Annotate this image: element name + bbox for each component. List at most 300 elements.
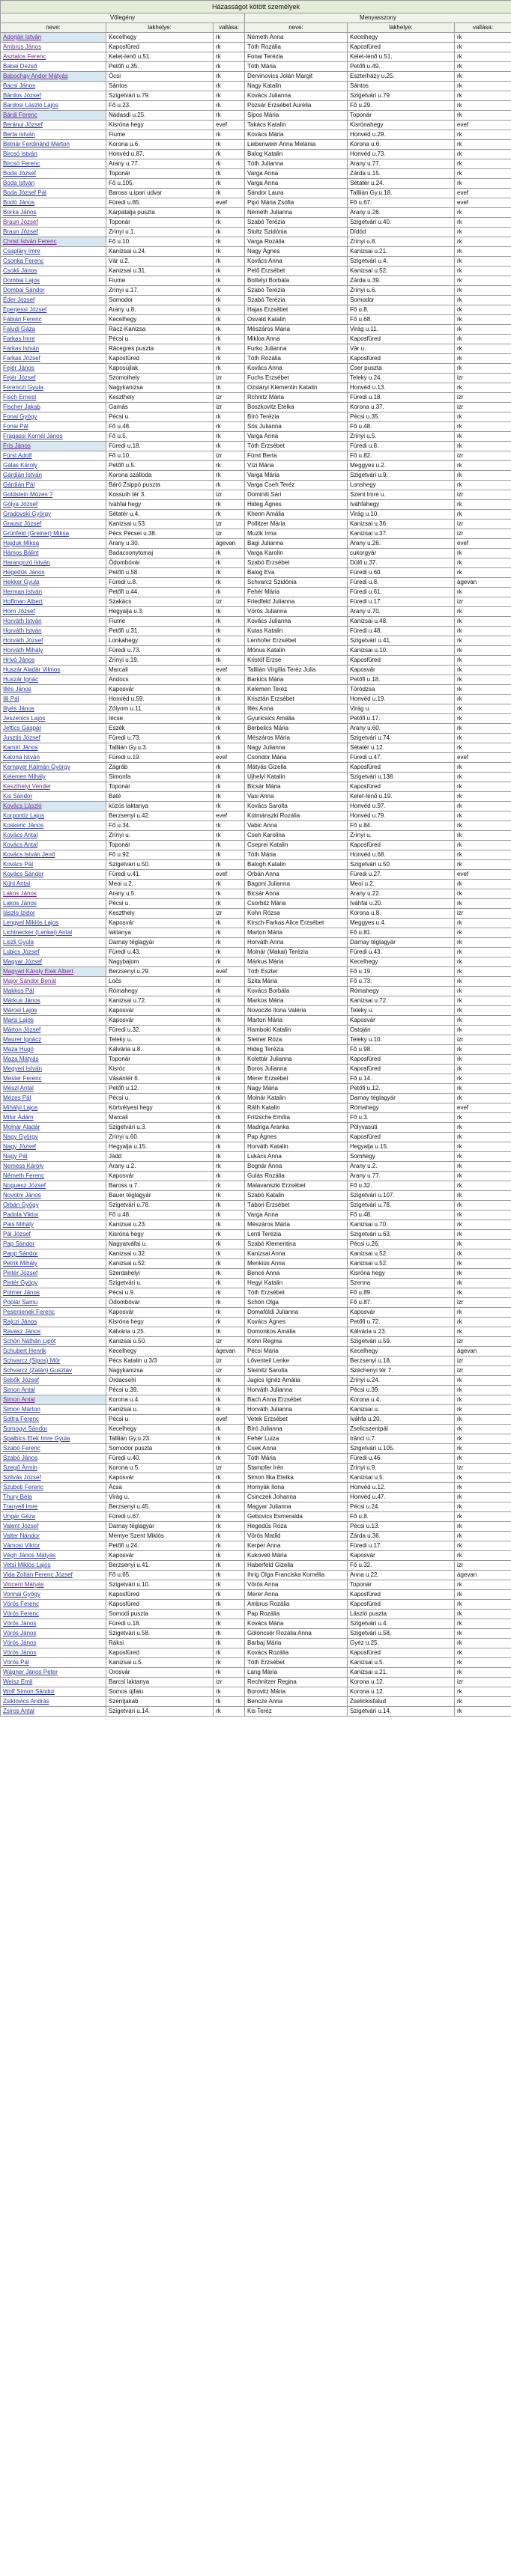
groom-name-cell[interactable]: Vörös Pál xyxy=(1,1658,106,1668)
bride-name-cell: Kovács Sarolta xyxy=(245,802,348,812)
groom-name-cell[interactable]: Nagy György xyxy=(1,1133,106,1142)
bride-name-cell: Varga Anna xyxy=(245,169,348,179)
groom-name-cell[interactable]: Gárdián Pál xyxy=(1,481,106,490)
bride-name-cell: Kovács Mária xyxy=(245,1619,348,1629)
bride-name-cell: Vetek Erzsébet xyxy=(245,1415,348,1425)
bride-name-cell: Malavanszki Erzsébet xyxy=(245,1181,348,1191)
groom-name-cell[interactable]: Fisch Ernest xyxy=(1,393,106,403)
table-row xyxy=(1,228,511,237)
bride-name-cell: Bencé Anna xyxy=(245,1269,348,1279)
groom-name-cell[interactable]: Fonai Pál xyxy=(1,422,106,432)
groom-name-cell[interactable]: Horváth István xyxy=(1,627,106,636)
groom-name-cell[interactable]: Boda József Pál xyxy=(1,189,106,198)
groom-name-cell[interactable]: Adorján István xyxy=(1,33,106,43)
bride-residence-cell: Rómahegy xyxy=(348,1103,455,1113)
groom-name-cell[interactable]: Kovács Sándor xyxy=(1,870,106,880)
groom-name-cell[interactable]: Fonai Gyögy xyxy=(1,412,106,422)
table-row xyxy=(1,1386,511,1395)
bride-religion-cell: rk xyxy=(455,1386,511,1395)
groom-name-cell[interactable]: Csapláry Imre xyxy=(1,247,106,257)
groom-name-cell[interactable]: Ambrus János xyxy=(1,43,106,52)
groom-name-cell[interactable]: Simon Márton xyxy=(1,1405,106,1415)
group-header-groom: Vőlegény xyxy=(1,13,245,23)
bride-residence-cell: Fő u.84. xyxy=(348,821,455,831)
groom-name-cell[interactable]: Bircsó István xyxy=(1,150,106,159)
bride-residence-cell: Kaposfüred xyxy=(348,1600,455,1610)
groom-name-cell[interactable]: Farkas József xyxy=(1,354,106,364)
groom-residence-cell: Szigetvári u.10. xyxy=(106,1580,214,1590)
groom-religion-cell: rk xyxy=(214,481,245,490)
groom-name-cell[interactable]: Éder József xyxy=(1,296,106,305)
groom-name-cell[interactable]: Boda József xyxy=(1,169,106,179)
bride-residence-cell: Iránci u.7. xyxy=(348,1434,455,1444)
groom-name-cell[interactable]: Vámosi Viktor xyxy=(1,1541,106,1551)
groom-name-cell[interactable]: Marsi Lajos xyxy=(1,1016,106,1026)
groom-religion-cell: rk xyxy=(214,782,245,792)
groom-name-cell[interactable]: Betnár Ferdinánd Márton xyxy=(1,140,106,150)
table-row xyxy=(1,1425,511,1434)
bride-religion-cell: rk xyxy=(455,140,511,150)
groom-name-cell[interactable]: Kis Sándor xyxy=(1,792,106,802)
groom-name-cell[interactable]: Hámos Bálint xyxy=(1,549,106,558)
groom-religion-cell: rk xyxy=(214,412,245,422)
groom-religion-cell: rk xyxy=(214,296,245,305)
groom-name-cell[interactable]: Keszthelyi Vendel xyxy=(1,782,106,792)
groom-name-cell[interactable]: Makkos Pál xyxy=(1,987,106,996)
groom-name-cell[interactable]: Kovács István Jenő xyxy=(1,850,106,860)
bride-residence-cell: Kaposfüred xyxy=(348,1055,455,1065)
groom-residence-cell: Rácegres puszta xyxy=(106,344,214,354)
groom-name-cell[interactable]: Pesenienek Ferenc xyxy=(1,1308,106,1318)
groom-religion-cell: rk xyxy=(214,1658,245,1668)
groom-name-cell[interactable]: Padola Viktor xyxy=(1,1211,106,1220)
groom-name-cell[interactable]: Maurer Ignácz xyxy=(1,1035,106,1045)
groom-name-cell[interactable]: Huszár Aladár Vilmos xyxy=(1,666,106,675)
bride-name-cell: Cseh Karolina xyxy=(245,831,348,841)
groom-name-cell[interactable]: Gárdián István xyxy=(1,471,106,481)
table-row xyxy=(1,354,511,364)
bride-residence-cell: Füredi u.8. xyxy=(348,442,455,451)
groom-residence-cell: Darnay téglagyár xyxy=(106,1522,214,1532)
bride-religion-cell: rk xyxy=(455,159,511,169)
bride-residence-cell: Korona u.12. xyxy=(348,1678,455,1687)
groom-name-cell[interactable]: Bárdos József xyxy=(1,91,106,101)
groom-name-cell[interactable]: Bircsó Ferenc xyxy=(1,159,106,169)
bride-religion-cell: rk xyxy=(455,1211,511,1220)
groom-name-cell[interactable]: Lengyel Miklós Lajos xyxy=(1,919,106,928)
groom-name-cell[interactable]: Poplár Samu xyxy=(1,1298,106,1308)
bride-religion-cell: rk xyxy=(455,257,511,267)
groom-name-cell[interactable]: Christ István Ferenc xyxy=(1,237,106,247)
groom-name-cell[interactable]: Rajczi János xyxy=(1,1318,106,1327)
groom-name-cell[interactable]: Katona István xyxy=(1,753,106,763)
groom-religion-cell: rk xyxy=(214,471,245,481)
table-row xyxy=(1,977,511,987)
groom-name-cell[interactable]: Jeszenics Lajos xyxy=(1,714,106,724)
groom-name-cell[interactable]: Pais Mihály xyxy=(1,1220,106,1230)
groom-name-cell[interactable]: Borka János xyxy=(1,208,106,218)
groom-name-cell[interactable]: Liszli Gyula xyxy=(1,938,106,948)
bride-religion-cell: rk xyxy=(455,344,511,354)
groom-religion-cell: rk xyxy=(214,218,245,228)
groom-name-cell[interactable]: Illyés János xyxy=(1,704,106,714)
groom-name-cell[interactable]: Maza Hugó xyxy=(1,1045,106,1055)
table-row xyxy=(1,1142,511,1152)
groom-name-cell[interactable]: Orbán Gyögy xyxy=(1,1201,106,1211)
groom-religion-cell: rk xyxy=(214,1269,245,1279)
groom-name-cell[interactable]: Thury Béla xyxy=(1,1493,106,1502)
groom-name-cell[interactable]: Horváth István xyxy=(1,617,106,627)
groom-name-cell[interactable]: Hekker Gyula xyxy=(1,578,106,588)
groom-name-cell[interactable]: Grünfeld (Greiner) Miksa xyxy=(1,529,106,539)
groom-name-cell[interactable]: Vörös János xyxy=(1,1619,106,1629)
groom-name-cell[interactable]: Hegedűs János xyxy=(1,568,106,578)
groom-name-cell[interactable]: Fragassi Kornél János xyxy=(1,432,106,442)
table-row xyxy=(1,1133,511,1142)
bride-religion-cell: rk xyxy=(455,773,511,782)
groom-name-cell[interactable]: Horváth József xyxy=(1,636,106,646)
bride-religion-cell: rk xyxy=(455,1405,511,1415)
groom-residence-cell: Kaposvár xyxy=(106,1473,214,1483)
groom-name-cell[interactable]: Grausz József xyxy=(1,520,106,529)
groom-name-cell[interactable]: Megyeri István xyxy=(1,1065,106,1074)
groom-name-cell[interactable]: Braun József xyxy=(1,218,106,228)
groom-name-cell[interactable]: Spalbics Elek Imre Gyula xyxy=(1,1434,106,1444)
groom-name-cell[interactable]: Fejér József xyxy=(1,374,106,383)
bride-name-cell: Ambrus Rozália xyxy=(245,1600,348,1610)
groom-name-cell[interactable]: Szabó Ferenc xyxy=(1,1444,106,1454)
groom-name-cell[interactable]: Schubert Henrik xyxy=(1,1347,106,1356)
groom-name-cell[interactable]: Mézes Pál xyxy=(1,1094,106,1103)
groom-name-cell[interactable]: Fábián Ferenc xyxy=(1,315,106,325)
groom-name-cell[interactable]: Pintér József xyxy=(1,1269,106,1279)
groom-name-cell[interactable]: Nagy József xyxy=(1,1142,106,1152)
bride-name-cell: Vörös Matild xyxy=(245,1532,348,1541)
groom-name-cell[interactable]: Vörös János xyxy=(1,1639,106,1648)
groom-name-cell[interactable]: Horváth Mihály xyxy=(1,646,106,656)
groom-name-cell[interactable]: Bodó János xyxy=(1,198,106,208)
bride-name-cell: Nagy Julianna xyxy=(245,743,348,753)
groom-name-cell[interactable]: Korpontiz Lajos xyxy=(1,812,106,821)
groom-name-cell[interactable]: Vörös János xyxy=(1,1629,106,1639)
groom-name-cell[interactable]: Koskeric János xyxy=(1,821,106,831)
table-row xyxy=(1,568,511,578)
bride-residence-cell: Sántos xyxy=(348,82,455,91)
groom-name-cell[interactable]: Weisz Emil xyxy=(1,1678,106,1687)
table-row xyxy=(1,1541,511,1551)
groom-residence-cell: Ráksi xyxy=(106,1639,214,1648)
groom-residence-cell: Kelet-Ienő u.51. xyxy=(106,52,214,62)
groom-name-cell[interactable]: Vetsi Miklós Lajos xyxy=(1,1561,106,1571)
bride-name-cell: Csondor Mária xyxy=(245,753,348,763)
groom-name-cell[interactable]: Gálas Károly xyxy=(1,461,106,471)
groom-name-cell[interactable]: Jettics Gáspár xyxy=(1,724,106,734)
groom-name-cell[interactable]: Hoffman Albert xyxy=(1,597,106,607)
groom-name-cell[interactable]: Polmer János xyxy=(1,1288,106,1298)
groom-residence-cell: Kaposvár xyxy=(106,1006,214,1016)
groom-name-cell[interactable]: Eperjessi József xyxy=(1,305,106,315)
table-row xyxy=(1,1123,511,1133)
groom-name-cell[interactable]: Bardosi László Lajos xyxy=(1,101,106,111)
groom-name-cell[interactable]: Vonnai Gyögy xyxy=(1,1590,106,1600)
groom-name-cell[interactable]: Ravasz János xyxy=(1,1327,106,1337)
bride-religion-cell: rk xyxy=(455,1473,511,1483)
groom-name-cell[interactable]: Schvarcz (Sipos) Mór xyxy=(1,1356,106,1366)
groom-name-cell[interactable]: Milur Ádám xyxy=(1,1113,106,1123)
groom-name-cell[interactable]: Csokli János xyxy=(1,267,106,276)
groom-name-cell[interactable]: Papp Sándor xyxy=(1,1249,106,1259)
groom-name-cell[interactable]: Horn József xyxy=(1,607,106,617)
groom-residence-cell: Szigetvári u.79. xyxy=(106,91,214,101)
groom-residence-cell: Fő u.34. xyxy=(106,821,214,831)
groom-name-cell[interactable]: Schön Náthán Lipót xyxy=(1,1337,106,1347)
bride-residence-cell: Füredi u.46. xyxy=(348,1454,455,1464)
groom-name-cell[interactable]: Molnár Aladár xyxy=(1,1123,106,1133)
groom-name-cell[interactable]: Zsiklovics András xyxy=(1,1697,106,1707)
groom-name-cell[interactable]: Vörös János xyxy=(1,1648,106,1658)
groom-name-cell[interactable]: Magyari Károly Elek Albert xyxy=(1,967,106,977)
groom-religion-cell: rk xyxy=(214,1648,245,1658)
bride-name-cell: Balogh Katalin xyxy=(245,860,348,870)
groom-name-cell[interactable]: Bárdi Ferenc xyxy=(1,111,106,121)
groom-name-cell[interactable]: Vörös Ferenc xyxy=(1,1600,106,1610)
groom-name-cell[interactable]: Mester Ferenc xyxy=(1,1074,106,1084)
groom-residence-cell: Hegyalja u.3. xyxy=(106,607,214,617)
groom-residence-cell: Kecelhegy xyxy=(106,1425,214,1434)
table-row xyxy=(1,724,511,734)
bride-residence-cell: Arany u.26. xyxy=(348,208,455,218)
bride-residence-cell: Pécsi u.24. xyxy=(348,1502,455,1512)
groom-name-cell[interactable]: Vörös Ferenc xyxy=(1,1610,106,1619)
bride-residence-cell: Pécsi u.26. xyxy=(348,1240,455,1249)
groom-name-cell[interactable]: Fischer Jakab xyxy=(1,403,106,412)
bride-religion-cell: rk xyxy=(455,1648,511,1658)
groom-name-cell[interactable]: Csonka Ferenc xyxy=(1,257,106,267)
groom-name-cell[interactable]: Braun József xyxy=(1,228,106,237)
table-row xyxy=(1,1629,511,1639)
groom-residence-cell: laktanya xyxy=(106,928,214,938)
table-row xyxy=(1,169,511,179)
groom-name-cell[interactable]: Fürst Adolf xyxy=(1,451,106,461)
bride-name-cell: Tóth Erzsébet xyxy=(245,442,348,451)
groom-name-cell[interactable]: Huszár Ignác xyxy=(1,675,106,685)
groom-name-cell[interactable]: Pintér Gyögy xyxy=(1,1279,106,1288)
groom-name-cell[interactable]: Szilvás József xyxy=(1,1473,106,1483)
table-row xyxy=(1,1648,511,1658)
groom-residence-cell: Lonkahegy xyxy=(106,636,214,646)
groom-religion-cell: rk xyxy=(214,627,245,636)
groom-name-cell[interactable]: Dombai Sándor xyxy=(1,286,106,296)
bride-residence-cell: Pécsi u.35. xyxy=(348,412,455,422)
bride-religion-cell: evef xyxy=(455,121,511,130)
bride-name-cell: Madriga Aranka xyxy=(245,1123,348,1133)
groom-name-cell[interactable]: Lakos János xyxy=(1,899,106,909)
groom-name-cell[interactable]: Beránui József xyxy=(1,121,106,130)
groom-name-cell[interactable]: Wágner János Péter xyxy=(1,1668,106,1678)
groom-name-cell[interactable]: Dombai Lajos xyxy=(1,276,106,286)
groom-name-cell[interactable]: Szuboti Ferenc xyxy=(1,1483,106,1493)
groom-religion-cell: rk xyxy=(214,267,245,276)
table-row xyxy=(1,218,511,228)
table-row xyxy=(1,150,511,159)
groom-name-cell[interactable]: Faludi Gáza xyxy=(1,325,106,335)
groom-name-cell[interactable]: Szabó János xyxy=(1,1454,106,1464)
groom-name-cell[interactable]: Soltra Ferenc xyxy=(1,1415,106,1425)
groom-name-cell[interactable]: Tranyell Imre xyxy=(1,1502,106,1512)
groom-name-cell[interactable]: Berta István xyxy=(1,130,106,140)
bride-name-cell: Szabó Erzsébet xyxy=(245,558,348,568)
groom-name-cell[interactable]: Nemess Károly xyxy=(1,1162,106,1172)
groom-name-cell[interactable]: Vincent Mátyás xyxy=(1,1580,106,1590)
bride-residence-cell: Kálvária u.23. xyxy=(348,1327,455,1337)
bride-name-cell: Mátyás Gizella xyxy=(245,763,348,773)
groom-name-cell[interactable]: Kovács Antal xyxy=(1,831,106,841)
groom-residence-cell: Kanizsai u.23. xyxy=(106,1220,214,1230)
groom-name-cell[interactable]: Mihályi Lajos xyxy=(1,1103,106,1113)
groom-name-cell[interactable]: Márosi Lajos xyxy=(1,1006,106,1016)
groom-residence-cell: Fő u.48. xyxy=(106,422,214,432)
groom-name-cell[interactable]: Noguesz József xyxy=(1,1181,106,1191)
table-row xyxy=(1,383,511,393)
groom-name-cell[interactable]: Vida Zoltán Ferenc József xyxy=(1,1571,106,1580)
groom-name-cell[interactable]: Szegő Ármin xyxy=(1,1464,106,1473)
groom-name-cell[interactable]: Gólya József xyxy=(1,500,106,510)
bride-religion-cell: rk xyxy=(455,510,511,520)
bride-residence-cell: Fő u.32. xyxy=(348,1181,455,1191)
groom-residence-cell: Berzsenyi u.41. xyxy=(106,1561,214,1571)
groom-name-cell[interactable]: Magyar József xyxy=(1,957,106,967)
groom-name-cell[interactable]: Hrivó János xyxy=(1,656,106,666)
groom-name-cell[interactable]: Pap Sándor xyxy=(1,1240,106,1249)
groom-name-cell[interactable]: Valent József xyxy=(1,1522,106,1532)
bride-name-cell: Bottelyi Borbála xyxy=(245,276,348,286)
groom-name-cell[interactable]: Babai Dezső xyxy=(1,62,106,72)
groom-name-cell[interactable]: Kernayer Kálmán György xyxy=(1,763,106,773)
groom-name-cell[interactable]: Maza Mátyás xyxy=(1,1055,106,1065)
groom-name-cell[interactable]: Kühl Antal xyxy=(1,880,106,889)
groom-name-cell[interactable]: Sebők József xyxy=(1,1376,106,1386)
groom-name-cell[interactable]: Somogyi Sándor xyxy=(1,1425,106,1434)
bride-religion-cell: rk xyxy=(455,1191,511,1201)
table-row xyxy=(1,490,511,500)
table-row xyxy=(1,529,511,539)
bride-residence-cell: Iváhfai u.20. xyxy=(348,899,455,909)
groom-name-cell[interactable]: Kovács Antal xyxy=(1,841,106,850)
table-row xyxy=(1,1356,511,1366)
groom-name-cell[interactable]: Mészl Antal xyxy=(1,1084,106,1094)
groom-name-cell[interactable]: Végh János Mátyás xyxy=(1,1551,106,1561)
table-row xyxy=(1,1201,511,1211)
groom-name-cell[interactable]: Fris János xyxy=(1,442,106,451)
groom-name-cell[interactable]: Kelemen Mihály xyxy=(1,773,106,782)
bride-name-cell: Magyar Julianna xyxy=(245,1502,348,1512)
groom-name-cell[interactable]: Illi Pál xyxy=(1,695,106,704)
groom-name-cell[interactable]: Harangozó István xyxy=(1,558,106,568)
groom-name-cell[interactable]: Valter Nándor xyxy=(1,1532,106,1541)
groom-name-cell[interactable]: Zsiros Antal xyxy=(1,1707,106,1717)
bride-name-cell: Fritzsche Emília xyxy=(245,1113,348,1123)
bride-name-cell: Schvarcz Szidónia xyxy=(245,578,348,588)
groom-name-cell[interactable]: Márton József xyxy=(1,1026,106,1035)
groom-name-cell[interactable]: Lubics József xyxy=(1,948,106,957)
groom-name-cell[interactable]: Farkas Imre xyxy=(1,335,106,344)
groom-name-cell[interactable]: Jusztis József xyxy=(1,734,106,743)
groom-name-cell[interactable]: Petrik Mihály xyxy=(1,1259,106,1269)
groom-name-cell[interactable]: Babochay Andor Mátyás xyxy=(1,72,106,82)
groom-residence-cell: Orosvár xyxy=(106,1668,214,1678)
groom-name-cell[interactable]: Pál József xyxy=(1,1230,106,1240)
groom-name-cell[interactable]: Kamirt János xyxy=(1,743,106,753)
groom-religion-cell: rk xyxy=(214,734,245,743)
groom-name-cell[interactable]: Márkus János xyxy=(1,996,106,1006)
groom-name-cell[interactable]: Wolf Simon Sándor xyxy=(1,1687,106,1697)
bride-religion-cell: rk xyxy=(455,169,511,179)
groom-name-cell[interactable]: Kovács László xyxy=(1,802,106,812)
table-row xyxy=(1,558,511,568)
groom-name-cell[interactable]: Simon Antal xyxy=(1,1395,106,1405)
bride-name-cell: Bíró Terézia xyxy=(245,412,348,422)
groom-religion-cell: rk xyxy=(214,364,245,374)
groom-name-cell[interactable]: Gradovski György xyxy=(1,510,106,520)
groom-name-cell[interactable]: Asztalos Ferenc xyxy=(1,52,106,62)
groom-residence-cell: Petőfi u.5. xyxy=(106,461,214,471)
groom-name-cell[interactable]: Schvarcz (Zalán) Gusztáv xyxy=(1,1366,106,1376)
groom-residence-cell: Füredi u.73. xyxy=(106,646,214,656)
bride-religion-cell: rk xyxy=(455,481,511,490)
groom-name-cell[interactable]: Bacsi János xyxy=(1,82,106,91)
groom-residence-cell: Körtvélyesi hegy xyxy=(106,1103,214,1113)
groom-name-cell[interactable]: Fejér János xyxy=(1,364,106,374)
bride-name-cell: Sándor Laura xyxy=(245,189,348,198)
table-row xyxy=(1,704,511,714)
groom-name-cell[interactable]: Goldstein Mózes ? xyxy=(1,490,106,500)
bride-name-cell: Berbelics Mária xyxy=(245,724,348,734)
groom-name-cell[interactable]: Kovács Pál xyxy=(1,860,106,870)
groom-name-cell[interactable]: Major Sándor Benát xyxy=(1,977,106,987)
groom-name-cell[interactable]: Simon Antal xyxy=(1,1386,106,1395)
groom-name-cell[interactable]: Nagy Pál xyxy=(1,1152,106,1162)
groom-residence-cell: Berzsenyi u.45. xyxy=(106,1502,214,1512)
bride-name-cell: Hamboki Katalin xyxy=(245,1026,348,1035)
groom-name-cell[interactable]: Illés János xyxy=(1,685,106,695)
bride-name-cell: Gebovics Esmeralda xyxy=(245,1512,348,1522)
table-row xyxy=(1,1619,511,1629)
bride-residence-cell: Füredi u.61. xyxy=(348,588,455,597)
groom-religion-cell: rk xyxy=(214,1259,245,1269)
groom-name-cell[interactable]: Boda István xyxy=(1,179,106,189)
groom-religion-cell: rk xyxy=(214,442,245,451)
table-row xyxy=(1,286,511,296)
groom-name-cell[interactable]: Hajduk Miksa xyxy=(1,539,106,549)
bride-residence-cell: Arany u.60. xyxy=(348,724,455,734)
groom-name-cell[interactable]: Novotni János xyxy=(1,1191,106,1201)
groom-name-cell[interactable]: Farkas István xyxy=(1,344,106,354)
groom-name-cell[interactable]: Herman István xyxy=(1,588,106,597)
groom-name-cell[interactable]: Németh Ferenc xyxy=(1,1172,106,1181)
bride-residence-cell: Zrínyi u.9. xyxy=(348,1464,455,1473)
groom-name-cell[interactable]: Lakos János xyxy=(1,889,106,899)
groom-name-cell[interactable]: Ferenczi Gyula xyxy=(1,383,106,393)
table-row xyxy=(1,159,511,169)
groom-name-cell[interactable]: Lichtnecker (Lenkei) Antal xyxy=(1,928,106,938)
bride-name-cell: Tóth Mária xyxy=(245,850,348,860)
groom-name-cell[interactable]: Iászlo Izidor xyxy=(1,909,106,919)
bride-name-cell: Varga Mária xyxy=(245,471,348,481)
groom-religion-cell: rk xyxy=(214,578,245,588)
bride-religion-cell: rk xyxy=(455,1152,511,1162)
bride-religion-cell: rk xyxy=(455,1434,511,1444)
groom-name-cell[interactable]: Ungár Géza xyxy=(1,1512,106,1522)
